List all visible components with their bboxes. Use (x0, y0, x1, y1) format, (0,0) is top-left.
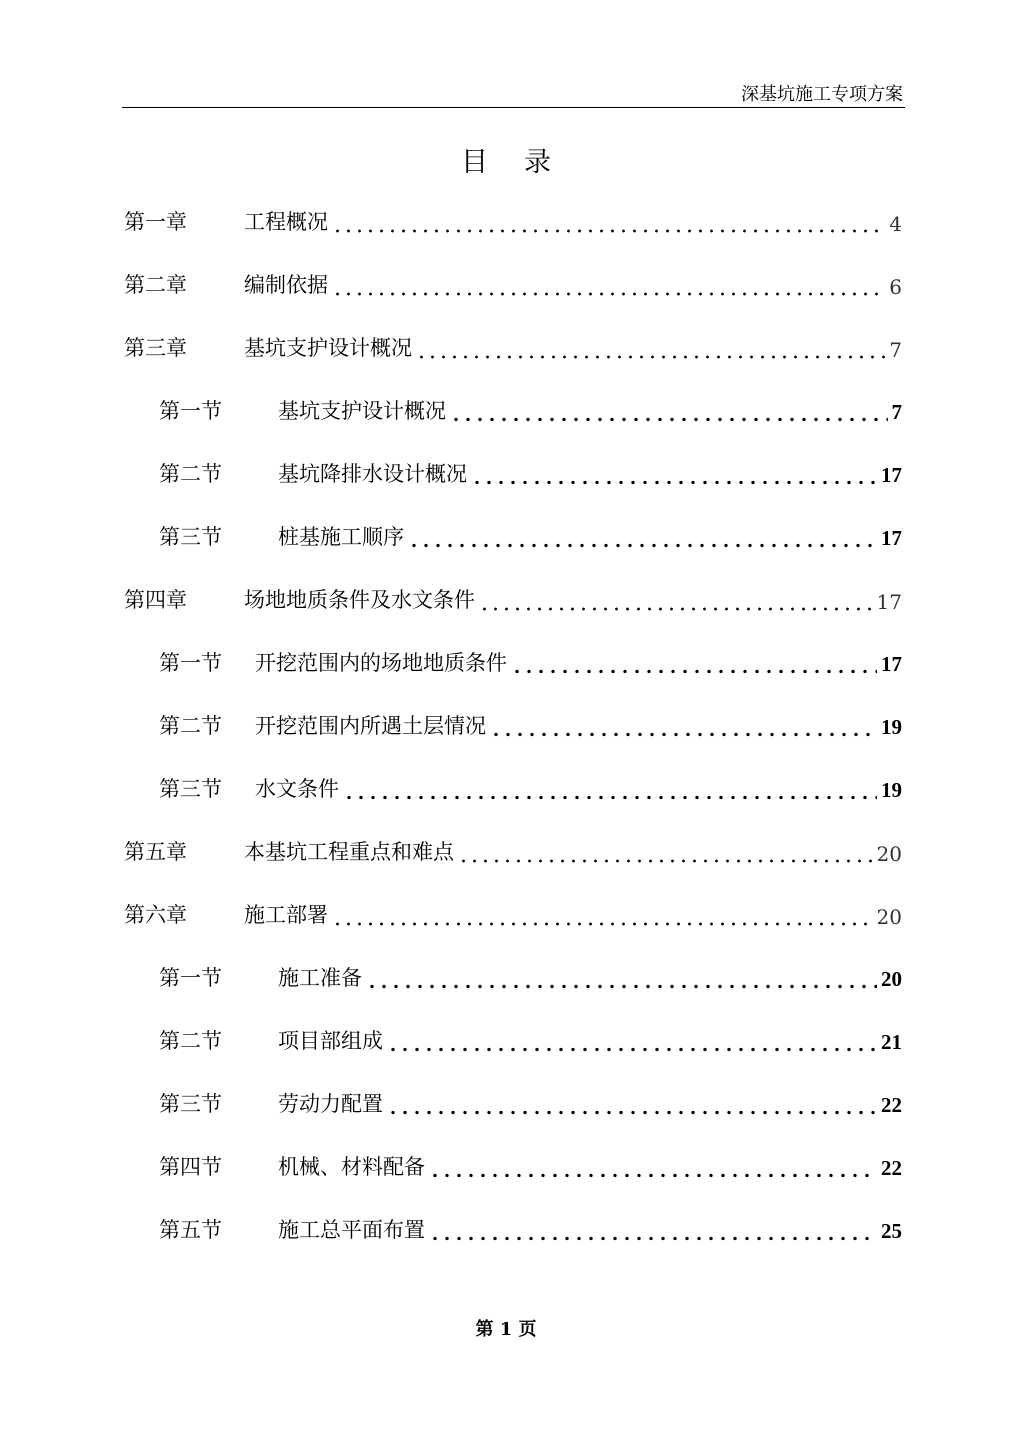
toc-entry[interactable] (0, 828, 1012, 876)
toc-entry-page: 19 (881, 778, 902, 802)
toc-entry[interactable] (0, 198, 1012, 246)
toc-entry-page: 20 (876, 905, 902, 929)
toc-entry-title: 编制依据 (244, 273, 328, 297)
toc-entry-page: 17 (876, 590, 902, 614)
toc-entry-page: 4 (889, 212, 902, 236)
dot-leader (366, 969, 877, 989)
toc-entry-number: 第三节 (159, 1092, 222, 1116)
toc-entry[interactable] (0, 1206, 1012, 1254)
toc-entry-title: 施工准备 (278, 966, 362, 990)
dot-leader (471, 465, 877, 485)
dot-leader (429, 1221, 877, 1241)
page-footer: 第 1 页 (475, 1319, 537, 1340)
toc-entry-number: 第一节 (159, 966, 222, 990)
toc-entry[interactable] (0, 324, 1012, 372)
toc-entry-number: 第五节 (159, 1218, 222, 1242)
toc-entry-title: 劳动力配置 (278, 1092, 383, 1116)
toc-entry-number: 第二章 (124, 273, 187, 297)
toc-entry-number: 第一节 (159, 651, 222, 675)
toc-entry-title: 基坑降排水设计概况 (278, 462, 467, 486)
toc-entry[interactable] (0, 639, 1012, 687)
toc-entry[interactable] (0, 765, 1012, 813)
toc-entry[interactable] (0, 576, 1012, 624)
toc-entry-page: 19 (881, 715, 902, 739)
toc-entry-page: 20 (881, 967, 902, 991)
toc-entry-title: 基坑支护设计概况 (278, 399, 446, 423)
toc-entry-title: 开挖范围内所遇土层情况 (255, 714, 486, 738)
toc-entry-page: 25 (881, 1219, 902, 1243)
toc-entry-title: 施工部署 (244, 903, 328, 927)
dot-leader (332, 213, 885, 233)
header-rule (122, 107, 905, 108)
toc-entry[interactable] (0, 261, 1012, 309)
toc-entry-page: 6 (889, 275, 902, 299)
toc-entry-page: 7 (889, 338, 902, 362)
toc-entry-number: 第五章 (124, 840, 187, 864)
toc-entry[interactable] (0, 1017, 1012, 1065)
toc-entry-title: 本基坑工程重点和难点 (244, 840, 454, 864)
toc-entry-title: 工程概况 (244, 210, 328, 234)
toc-entry-title: 桩基施工顺序 (278, 525, 404, 549)
dot-leader (387, 1032, 877, 1052)
dot-leader (490, 717, 877, 737)
dot-leader (429, 1158, 877, 1178)
toc-entry[interactable] (0, 954, 1012, 1002)
dot-leader (387, 1095, 877, 1115)
dot-leader (332, 906, 873, 926)
dot-leader (343, 780, 877, 800)
toc-entry-number: 第一章 (124, 210, 187, 234)
toc-entry-page: 21 (881, 1030, 902, 1054)
toc-entry-title: 基坑支护设计概况 (244, 336, 412, 360)
dot-leader (450, 402, 888, 422)
running-header: 深基坑施工专项方案 (741, 84, 903, 105)
toc-entry-page: 22 (881, 1093, 902, 1117)
toc-entry-page: 17 (881, 652, 902, 676)
toc-entry-title: 项目部组成 (278, 1029, 383, 1053)
toc-entry-number: 第四节 (159, 1155, 222, 1179)
toc-entry-page: 22 (881, 1156, 902, 1180)
toc-entry[interactable] (0, 513, 1012, 561)
toc-entry-number: 第三节 (159, 777, 222, 801)
dot-leader (511, 654, 877, 674)
toc-entry[interactable] (0, 702, 1012, 750)
toc-entry-page: 20 (876, 842, 902, 866)
toc-entry-number: 第二节 (159, 462, 222, 486)
toc-entry[interactable] (0, 450, 1012, 498)
dot-leader (458, 843, 873, 863)
toc-entry-number: 第四章 (124, 588, 187, 612)
toc-entry-number: 第三节 (159, 525, 222, 549)
toc-entry-title: 施工总平面布置 (278, 1218, 425, 1242)
toc-entry[interactable] (0, 891, 1012, 939)
toc-entry-page: 17 (881, 526, 902, 550)
toc-entry-number: 第三章 (124, 336, 187, 360)
toc-entry-title: 开挖范围内的场地地质条件 (255, 651, 507, 675)
toc-entry-page: 17 (881, 463, 902, 487)
dot-leader (479, 591, 873, 611)
toc-entry-title: 场地地质条件及水文条件 (244, 588, 475, 612)
toc-entry[interactable] (0, 1080, 1012, 1128)
toc-entry[interactable] (0, 387, 1012, 435)
toc-entry-title: 机械、材料配备 (278, 1155, 425, 1179)
toc-entry[interactable] (0, 1143, 1012, 1191)
dot-leader (408, 528, 877, 548)
toc-entry-number: 第二节 (159, 714, 222, 738)
toc-entry-number: 第一节 (159, 399, 222, 423)
toc-entry-number: 第六章 (124, 903, 187, 927)
toc-entry-title: 水文条件 (255, 777, 339, 801)
dot-leader (332, 276, 885, 296)
toc-entry-number: 第二节 (159, 1029, 222, 1053)
dot-leader (416, 339, 885, 359)
toc-title: 目录 (461, 147, 587, 178)
toc-entry-page: 7 (891, 400, 902, 424)
